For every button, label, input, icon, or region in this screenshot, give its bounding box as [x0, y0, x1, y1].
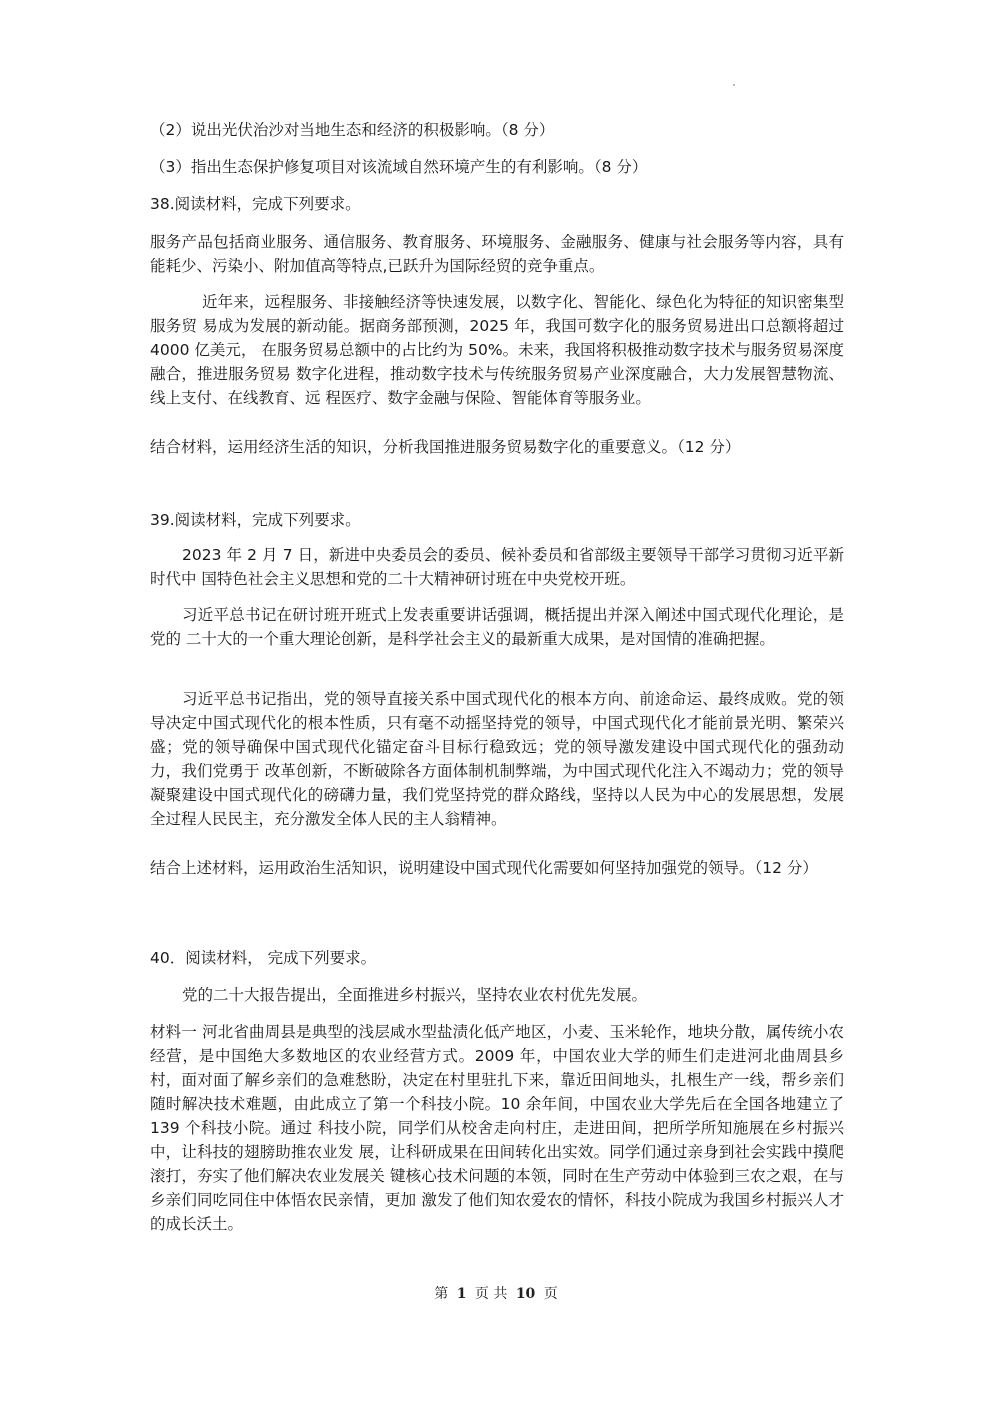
q39-question: 结合上述材料，运用政治生活知识，说明建设中国式现代化需要如何坚持加强党的领导。（12 分） [150, 859, 818, 877]
footer-prefix: 第 [434, 1286, 449, 1302]
q38-paragraph-1: 服务产品包括商业服务、通信服务、教育服务、环境服务、金融服务、健康与社会服务等内容，具有 能耗少、污染小、附加值高等特点,已跃升为国际经贸的竞争重点。 [150, 233, 844, 275]
footer-page-number: 1 [456, 1286, 467, 1302]
q38-question: 结合材料，运用经济生活的知识，分析我国推进服务贸易数字化的重要意义。（12 分） [150, 438, 741, 456]
q37-sub2: （2）说出光伏治沙对当地生态和经济的积极影响。（8 分） [150, 121, 555, 139]
q40-material-1: 材料一 河北省曲周县是典型的浅层咸水型盐渍化低产地区，小麦、玉米轮作，地块分散，属传统小农经营，是中国绝大多数地区的农业经营方式。2009 年，中国农业大学的师生们走进河北曲周县乡村，面对面了解乡亲们的急难愁盼，决定在村里驻扎下来，靠近田间地头，扎根生产一线，帮乡亲们随时解决技术难题，由此成立了第一个科技小院。10 余年间，中国农业大学先后在全国各地建立了 139 个科技小院。通过 科技小院，同学们从校舍走向村庄，走进田间，把所学所知施展在乡村振兴中，让科技的翅膀助推农业发 展，让科研成果在田间转化出实效。同学们通过亲身到社会实践中摸爬滚打，夯实了他们解决农业发展关 键核心技术问题的本领，同时在生产劳动中体验到三农之艰，在与乡亲们同吃同住中体悟农民亲情，更加 激发了他们知农爱农的情怀，科技小院成为我国乡村振兴人才的成长沃土。 [150, 1023, 844, 1233]
footer-suffix: 页 [543, 1286, 558, 1302]
page-footer [0, 1283, 992, 1303]
q39-heading: 39.阅读材料，完成下列要求。 [150, 511, 361, 529]
footer-mid: 页 共 [474, 1286, 508, 1302]
q39-paragraph-3: 习近平总书记指出，党的领导直接关系中国式现代化的根本方向、前途命运、最终成败。党的领导决定中国式现代化的根本性质，只有毫不动摇坚持党的领导，中国式现代化才能前景光明、繁荣兴盛；党的领导确保中国式现代化锚定奋斗目标行稳致远；党的领导激发建设中国式现代化的强劲动力，我们党勇于 改革创新，不断破除各方面体制机制弊端，为中国式现代化注入不竭动力；党的领导凝聚建设中国式现代化的磅礴力量，我们党坚持党的群众路线，坚持以人民为中心的发展思想，发展全过程人民民主，充分激发全体人民的主人翁精神。 [150, 690, 844, 828]
q38-paragraph-2: 近年来，远程服务、非接触经济等快速发展，以数字化、智能化、绿色化为特征的知识密集型服务贸 易成为发展的新动能。据商务部预测，2025 年，我国可数字化的服务贸易进出口总额将超过 4000 亿美元， 在服务贸易总额中的占比约为 50%。未来，我国将积极推动数字技术与服务贸易深度融合，推进服务贸易 数字化进程，推动数字技术与传统服务贸易产业深度融合，大力发展智慧物流、线上支付、在线教育、远 程医疗、数字金融与保险、智能体育等服务业。 [150, 293, 844, 407]
q38-heading: 38.阅读材料，完成下列要求。 [150, 195, 361, 213]
q37-sub3: （3）指出生态保护修复项目对该流域自然环境产生的有利影响。（8 分） [150, 158, 648, 176]
q39-paragraph-2: 习近平总书记在研讨班开班式上发表重要讲话强调，概括提出并深入阐述中国式现代化理论，是党的 二十大的一个重大理论创新，是科学社会主义的最新重大成果，是对国情的准确把握。 [150, 606, 844, 648]
q40-heading: 40．阅读材料， 完成下列要求。 [150, 949, 377, 967]
footer-total-pages: 10 [515, 1286, 536, 1302]
q39-paragraph-1: 2023 年 2 月 7 日，新进中央委员会的委员、候补委员和省部级主要领导干部学习贯彻习近平新时代中 国特色社会主义思想和党的二十大精神研讨班在中央党校开班。 [150, 546, 844, 588]
q40-intro: 党的二十大报告提出，全面推进乡村振兴，坚持农业农村优先发展。 [182, 986, 648, 1004]
scan-dot [733, 84, 735, 86]
